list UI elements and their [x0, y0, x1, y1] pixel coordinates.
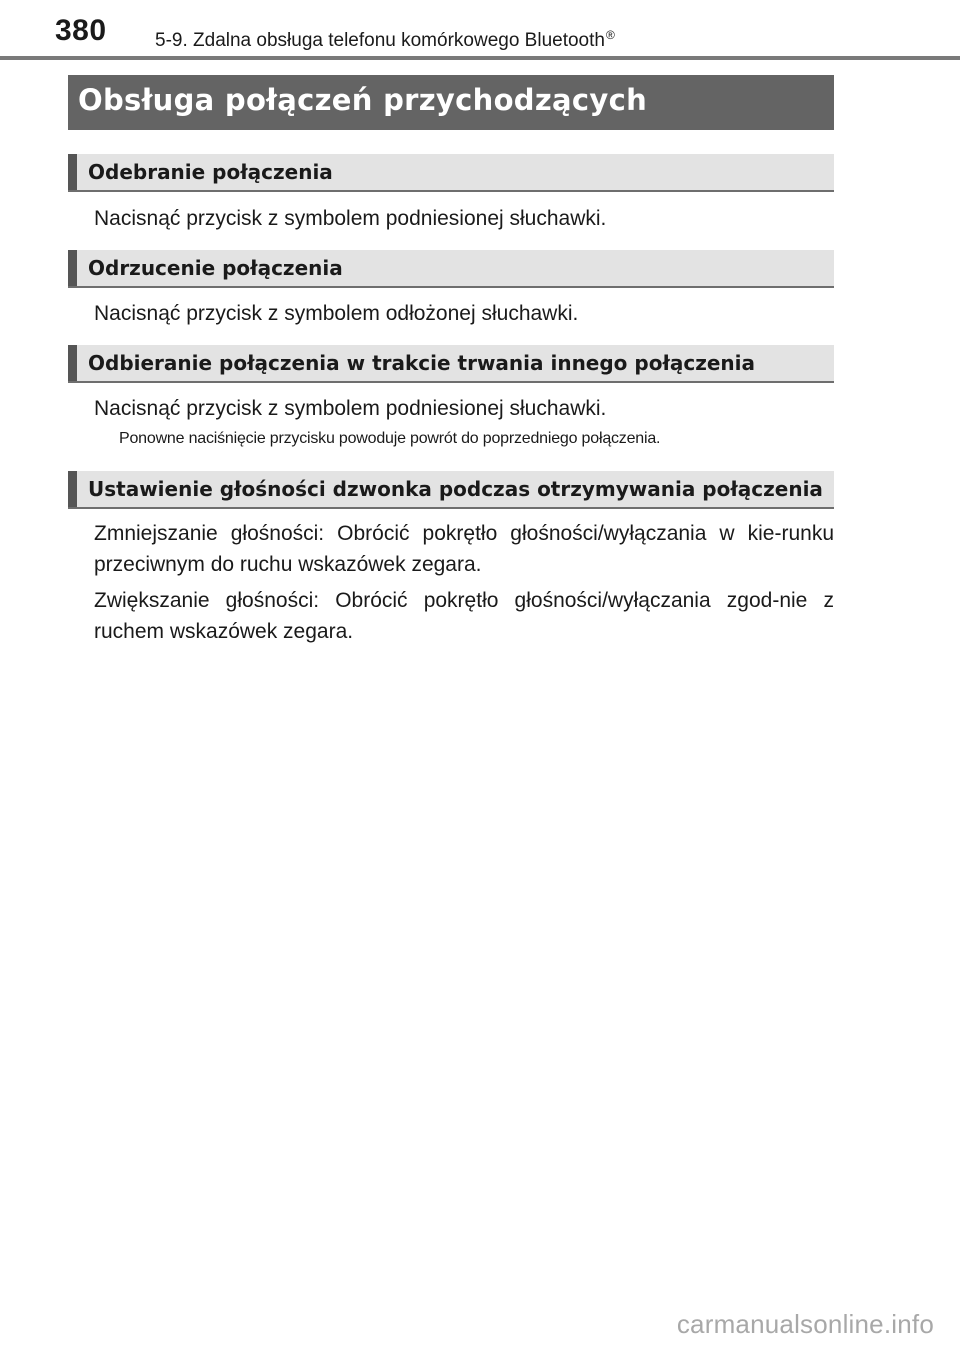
section-heading-label: Ustawienie głośności dzwonka podczas otrzymywania połączenia [88, 477, 823, 501]
main-heading: Obsługa połączeń przychodzących [78, 83, 648, 117]
section-paragraph: Nacisnąć przycisk z symbolem podniesionej słuchawki. [94, 397, 607, 420]
header-rule [0, 56, 960, 60]
section-heading-reject-call [68, 250, 834, 288]
section-paragraph: Nacisnąć przycisk z symbolem podniesionej słuchawki. [94, 207, 607, 230]
section-paragraph: Zmniejszanie głośności: Obrócić pokrętło głośności/wyłączania w kie-runku przeciwnym do ruchu wskazówek zegara. [94, 522, 834, 576]
section-accent-bar [68, 345, 77, 381]
watermark: carmanualsonline.info [676, 1309, 934, 1339]
section-heading-label: Odebranie połączenia [88, 160, 333, 184]
page-number: 380 [55, 14, 107, 47]
section-heading-ring-volume [68, 471, 834, 509]
chapter-title [155, 28, 615, 52]
registered-mark: ® [605, 28, 615, 42]
section-paragraph: Nacisnąć przycisk z symbolem odłożonej słuchawki. [94, 302, 579, 325]
section-note: Ponowne naciśnięcie przycisku powoduje powrót do poprzedniego połączenia. [119, 430, 661, 447]
section-heading-answer-call [68, 154, 834, 192]
section-accent-bar [68, 250, 77, 286]
page-header [0, 0, 960, 62]
section-heading-call-waiting [68, 345, 834, 383]
section-heading-label: Odbieranie połączenia w trakcie trwania innego połączenia [88, 351, 756, 375]
chapter-title-text: 5-9. Zdalna obsługa telefonu komórkowego Bluetooth [155, 30, 605, 51]
section-accent-bar [68, 471, 77, 507]
section-paragraph: Zwiększanie głośności: Obrócić pokrętło głośności/wyłączania zgod-nie z ruchem wskazówek zegara. [94, 589, 834, 643]
main-heading-bar [68, 75, 834, 130]
section-heading-label: Odrzucenie połączenia [88, 256, 343, 280]
section-accent-bar [68, 154, 77, 190]
